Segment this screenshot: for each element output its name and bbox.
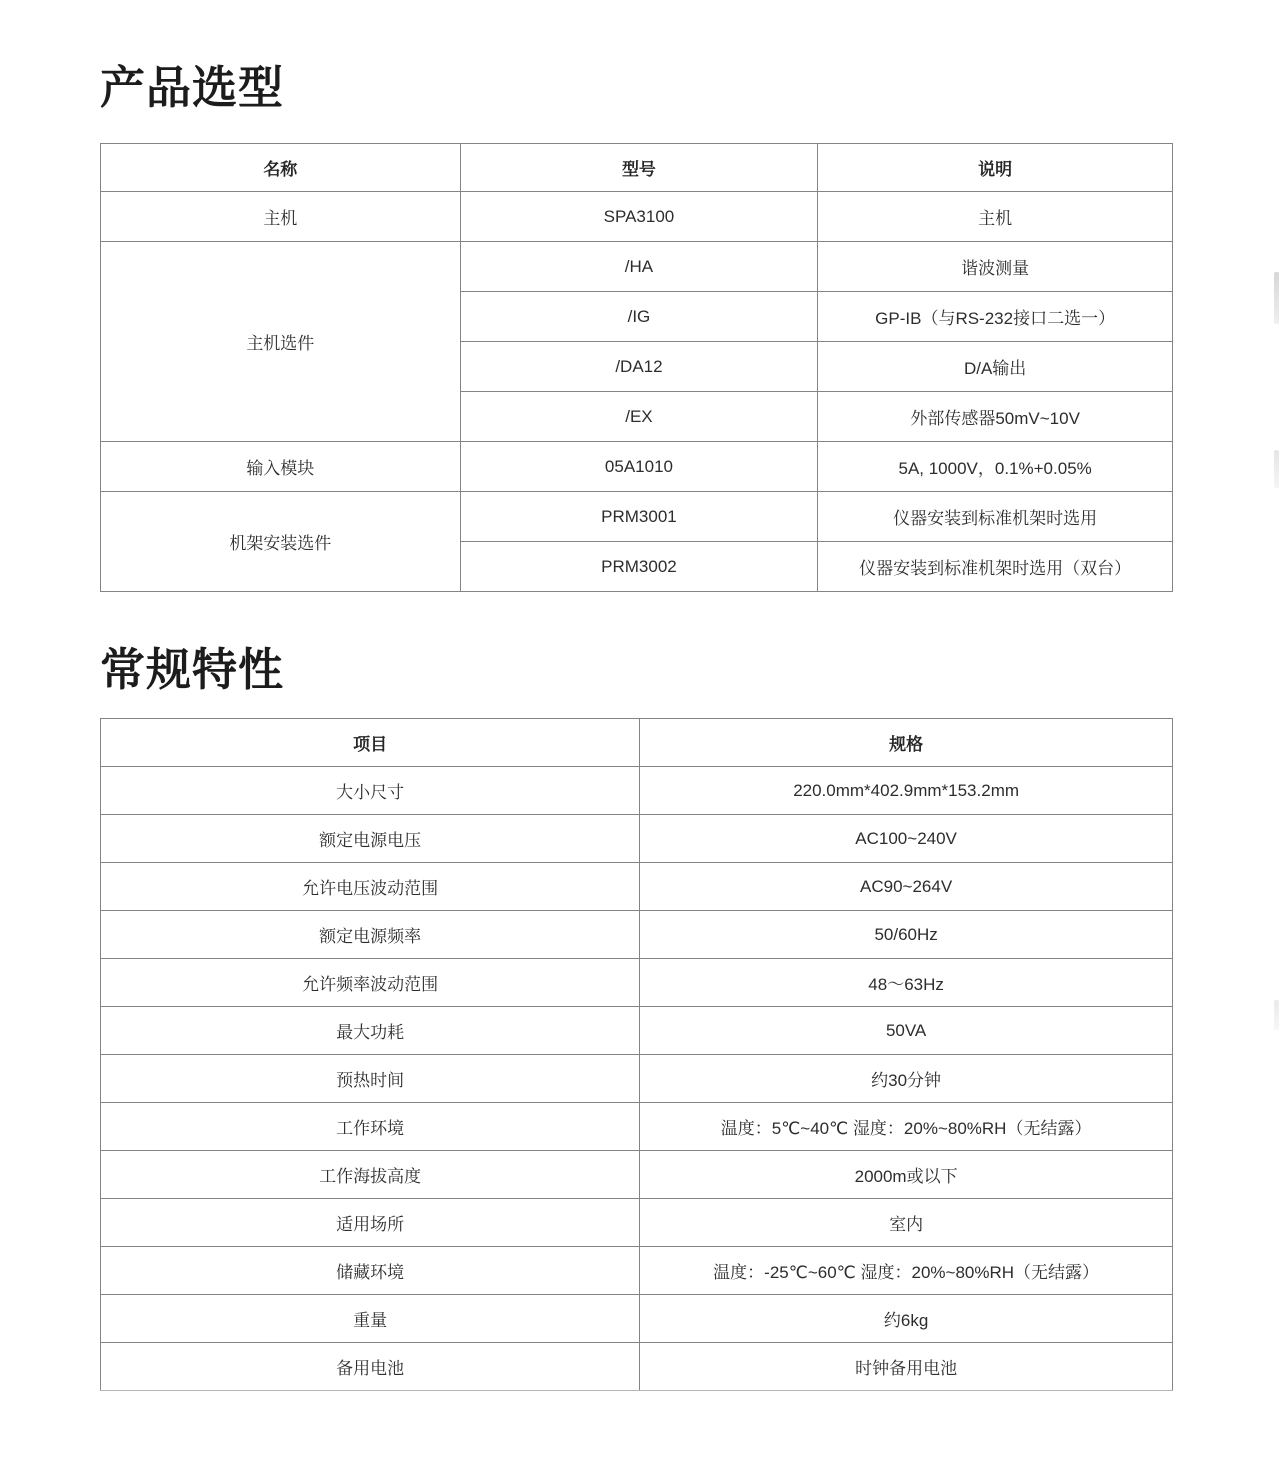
spec-item-cell: 工作环境 (101, 1103, 640, 1151)
spec-value-cell: 48～63Hz (640, 959, 1173, 1007)
description-cell: 仪器安装到标准机架时选用 (818, 492, 1173, 542)
spec-item-cell: 允许频率波动范围 (101, 959, 640, 1007)
product-name-cell: 主机 (101, 192, 461, 242)
spec-value-cell: AC90~264V (640, 863, 1173, 911)
spec-item-cell: 最大功耗 (101, 1007, 640, 1055)
spec-item-cell: 备用电池 (101, 1343, 640, 1391)
table-row (101, 959, 1173, 1007)
spec-value-cell: 约6kg (640, 1295, 1173, 1343)
general-characteristics-table (100, 718, 1173, 1391)
product-name-cell: 输入模块 (101, 442, 461, 492)
table-header-row (101, 719, 1173, 767)
table-row (101, 1151, 1173, 1199)
spec-item-cell: 工作海拔高度 (101, 1151, 640, 1199)
table-row (101, 1343, 1173, 1391)
table-header-row (101, 144, 1173, 192)
spec-value-cell: 50VA (640, 1007, 1173, 1055)
table-row (101, 863, 1173, 911)
description-cell: 谐波测量 (818, 242, 1173, 292)
spec-item-cell: 允许电压波动范围 (101, 863, 640, 911)
description-cell: 外部传感器50mV~10V (818, 392, 1173, 442)
product-name-cell: 主机选件 (101, 242, 461, 442)
section-title-general-characteristics: 常规特性 (100, 644, 285, 695)
model-cell: PRM3001 (460, 492, 818, 542)
model-cell: /DA12 (460, 342, 818, 392)
table-row (101, 767, 1173, 815)
scan-artifact (1274, 272, 1279, 324)
header-cell-spec: 规格 (640, 719, 1173, 767)
header-cell-model: 型号 (460, 144, 818, 192)
spec-item-cell: 预热时间 (101, 1055, 640, 1103)
header-cell-name: 名称 (101, 144, 461, 192)
scan-artifact (1274, 1000, 1279, 1030)
table-row (101, 815, 1173, 863)
model-cell: 05A1010 (460, 442, 818, 492)
table-row (101, 911, 1173, 959)
product-name-cell: 机架安装选件 (101, 492, 461, 592)
table-row (101, 492, 1173, 542)
spec-item-cell: 大小尺寸 (101, 767, 640, 815)
spec-value-cell: 温度：-25℃~60℃ 湿度：20%~80%RH（无结露） (640, 1247, 1173, 1295)
model-cell: /IG (460, 292, 818, 342)
spec-value-cell: 温度：5℃~40℃ 湿度：20%~80%RH（无结露） (640, 1103, 1173, 1151)
table-row (101, 1295, 1173, 1343)
description-cell: 仪器安装到标准机架时选用（双台） (818, 542, 1173, 592)
product-selection-table (100, 143, 1173, 592)
scan-artifact (1274, 450, 1279, 488)
table-row (101, 242, 1173, 292)
spec-value-cell: 220.0mm*402.9mm*153.2mm (640, 767, 1173, 815)
spec-item-cell: 储藏环境 (101, 1247, 640, 1295)
spec-value-cell: 约30分钟 (640, 1055, 1173, 1103)
model-cell: PRM3002 (460, 542, 818, 592)
description-cell: 5A, 1000V，0.1%+0.05% (818, 442, 1173, 492)
table-row (101, 1199, 1173, 1247)
spec-item-cell: 重量 (101, 1295, 640, 1343)
spec-value-cell: 室内 (640, 1199, 1173, 1247)
table-row (101, 1103, 1173, 1151)
spec-item-cell: 适用场所 (101, 1199, 640, 1247)
table-row (101, 1247, 1173, 1295)
table-row (101, 192, 1173, 242)
header-cell-description: 说明 (818, 144, 1173, 192)
section-title-product-selection: 产品选型 (100, 62, 285, 113)
description-cell: 主机 (818, 192, 1173, 242)
document-page (100, 0, 1173, 1391)
spec-value-cell: AC100~240V (640, 815, 1173, 863)
spec-value-cell: 时钟备用电池 (640, 1343, 1173, 1391)
model-cell: SPA3100 (460, 192, 818, 242)
spec-value-cell: 50/60Hz (640, 911, 1173, 959)
table-row (101, 1007, 1173, 1055)
header-cell-item: 项目 (101, 719, 640, 767)
spec-item-cell: 额定电源电压 (101, 815, 640, 863)
table-row (101, 442, 1173, 492)
spec-item-cell: 额定电源频率 (101, 911, 640, 959)
spec-value-cell: 2000m或以下 (640, 1151, 1173, 1199)
model-cell: /EX (460, 392, 818, 442)
model-cell: /HA (460, 242, 818, 292)
description-cell: GP-IB（与RS-232接口二选一） (818, 292, 1173, 342)
description-cell: D/A输出 (818, 342, 1173, 392)
table-row (101, 1055, 1173, 1103)
